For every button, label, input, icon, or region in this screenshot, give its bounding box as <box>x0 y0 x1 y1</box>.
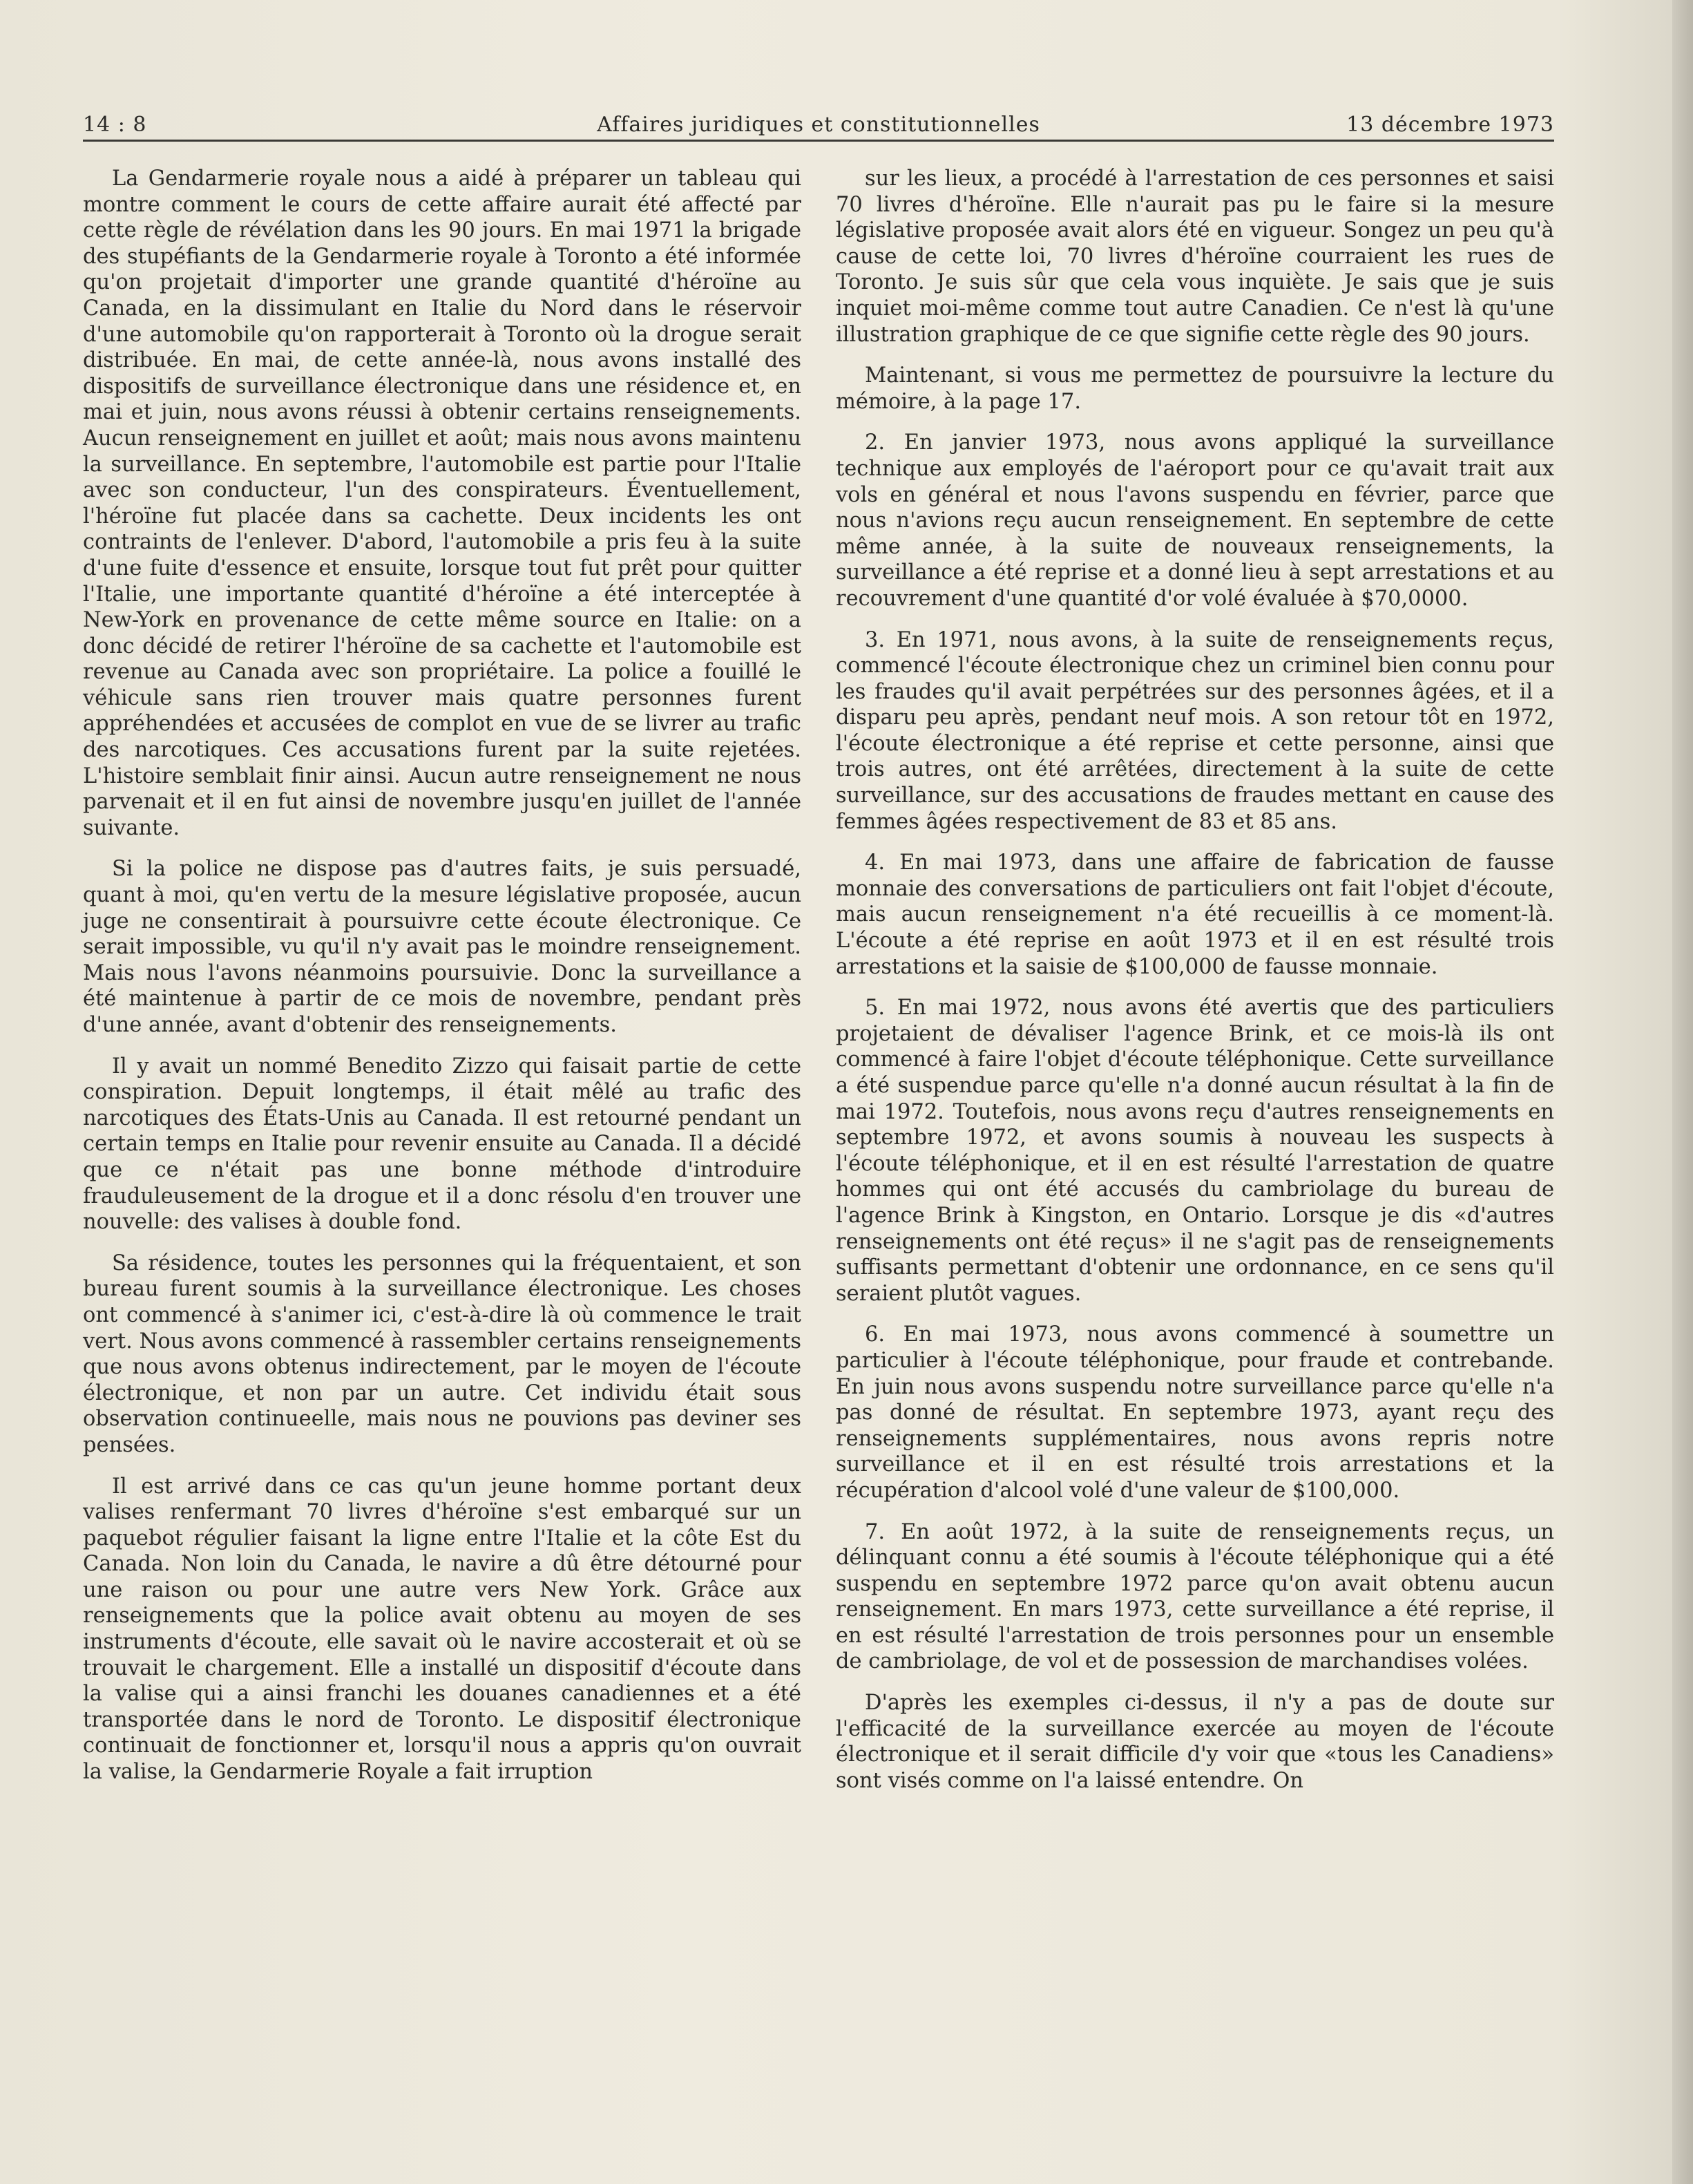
paragraph: 5. En mai 1972, nous avons été avertis que des particuliers projetaient de dévaliser l'agence Brink, et ce mois-là ils ont commencé à faire l'objet d'écoute téléphonique. Cette surveillance a été suspendue parce qu'elle n'a donné aucun résultat à la fin de mai 1972. Toutefois, nous avons reçu d'autres renseignements en septembre 1972, et avons soumis à nouveau les suspects à l'écoute téléphonique, et il en est résulté l'arrestation de quatre hommes qui ont été accusés du cambriolage du bureau de l'agence Brink à Kingston, en Ontario. Lorsque je dis «d'autres renseignements ont été reçus» il ne s'agit pas de renseignements suffisants permettant d'obtenir une ordonnance, en ce sens qu'il seraient plutôt vagues. <box>836 996 1554 1306</box>
paragraph: La Gendarmerie royale nous a aidé à préparer un tableau qui montre comment le cours de cette affaire aurait été affecté par cette règle de révélation dans les 90 jours. En mai 1971 la brigade des stupéfiants de la Gendarmerie royale à Toronto a été informée qu'on projetait d'importer une grande quantité d'héroïne au Canada, en la dissimulant en Italie du Nord dans le réservoir d'une automobile qu'on rapporterait à Toronto où la drogue serait distribuée. En mai, de cette année-là, nous avons installé des dispositifs de surveillance électronique dans une résidence et, en mai et juin, nous avons réussi à obtenir certains renseignements. Aucun renseignement en juillet et août; mais nous avons maintenu la surveillance. En septembre, l'automobile est partie pour l'Italie avec son conducteur, l'un des conspirateurs. Éventuellement, l'héroïne fut placée dans sa cachette. Deux incidents les ont contraints de l'enlever. D'abord, l'automobile a pris feu à la suite d'une fuite d'essence et ensuite, lorsque tout fut prêt pour quitter l'Italie, une importante quantité d'héroïne a été interceptée à New-York en provenance de cette même source en Italie: on a donc décidé de retirer l'héroïne de sa cachette et l'automobile est revenue au Canada avec son propriétaire. La police a fouillé le véhicule sans rien trouver mais quatre personnes furent appréhendées et accusées de complot en vue de se livrer au trafic des narcotiques. Ces accusations furent par la suite rejetées. L'histoire semblait finir ainsi. Aucun autre renseignement ne nous parvenait et il en fut ainsi de novembre jusqu'en juillet de l'année suivante. <box>83 167 801 840</box>
paragraph: Si la police ne dispose pas d'autres faits, je suis persuadé, quant à moi, qu'en vertu de la mesure législative proposée, aucun juge ne consentirait à poursuivre cette écoute électronique. Ce serait impossible, vu qu'il n'y avait pas le moindre renseignement. Mais nous l'avons néanmoins poursuivie. Donc la surveillance a été maintenue à partir de ce mois de novembre, pendant près d'une année, avant d'obtenir des renseignements. <box>83 857 801 1037</box>
paragraph: 2. En janvier 1973, nous avons appliqué la surveillance technique aux employés de l'aéroport pour ce qu'avait trait aux vols en général et nous l'avons suspendu en février, parce que nous n'avions reçu aucun renseignement. En septembre de cette même année, à la suite de nouveaux renseignements, la surveillance a été reprise et a donné lieu à sept arrestations et au recouvrement d'une quantité d'or volé évaluée à $70,0000. <box>836 430 1554 611</box>
running-header <box>83 104 1554 142</box>
header-date: 13 décembre 1973 <box>1346 113 1554 137</box>
paragraph: Il y avait un nommé Benedito Zizzo qui faisait partie de cette conspiration. Depuit longtemps, il était mêlé au trafic des narcotiques des États-Unis au Canada. Il est retourné pendant un certain temps en Italie pour revenir ensuite au Canada. Il a décidé que ce n'était pas une bonne méthode d'introduire frauduleusement de la drogue et il a donc résolu d'en trouver une nouvelle: des valises à double fond. <box>83 1054 801 1235</box>
paragraph: Maintenant, si vous me permettez de poursuivre la lecture du mémoire, à la page 17. <box>836 363 1554 414</box>
paragraph: sur les lieux, a procédé à l'arrestation de ces personnes et saisi 70 livres d'héroïne. Elle n'aurait pas pu le faire si la mesure législative proposée avait alors été en vigueur. Songez un peu qu'à cause de cette loi, 70 livres d'héroïne courraient les rues de Toronto. Je suis sûr que cela vous inquiète. Je sais que je suis inquiet moi-même comme tout autre Canadien. Ce n'est là qu'une illustration graphique de ce que signifie cette règle des 90 jours. <box>836 167 1554 347</box>
paragraph: 7. En août 1972, à la suite de renseignements reçus, un délinquant connu a été soumis à l'écoute téléphonique qui a été suspendu en septembre 1972 parce qu'on avait obtenu aucun renseignement. En mars 1973, cette surveillance a été reprise, il en est résulté l'arrestation de trois personnes pour un ensemble de cambriolage, de vol et de possession de marchandises volées. <box>836 1519 1554 1674</box>
page-binding-edge <box>1672 0 1693 2184</box>
paragraph: Sa résidence, toutes les personnes qui la fréquentaient, et son bureau furent soumis à la surveillance électronique. Les choses ont commencé à s'animer ici, c'est-à-dire là où commence le trait vert. Nous avons commencé à rassembler certains renseignements que nous avons obtenus indirectement, par le moyen de l'écoute électronique, et non par un autre. Cet individu était sous observation continueelle, mais nous ne pouvions pas deviner ses pensées. <box>83 1251 801 1457</box>
paragraph: D'après les exemples ci-dessus, il n'y a pas de doute sur l'efficacité de la surveillance exercée au moyen de l'écoute électronique et il serait difficile d'y voir que «tous les Canadiens» sont visés comme on l'a laissé entendre. On <box>836 1691 1554 1793</box>
paragraph: 6. En mai 1973, nous avons commencé à soumettre un particulier à l'écoute téléphonique, pour fraude et contrebande. En juin nous avons suspendu notre surveillance parce qu'elle n'a pas donné de résultat. En septembre 1973, ayant reçu des renseignements supplémentaires, nous avons repris notre surveillance et il en est résulté trois arrestations et la récupération d'alcool volé d'une valeur de $100,000. <box>836 1322 1554 1503</box>
paragraph: 4. En mai 1973, dans une affaire de fabrication de fausse monnaie des conversations de particuliers ont fait l'objet d'écoute, mais aucun renseignement n'a été recueillis à ce moment-là. L'écoute a été reprise en août 1973 et il en est résulté trois arrestations et la saisie de $100,000 de fausse monnaie. <box>836 851 1554 979</box>
paragraph: 3. En 1971, nous avons, à la suite de renseignements reçus, commencé l'écoute électronique chez un criminel bien connu pour les fraudes qu'il avait perpétrées sur des personnes âgées, et il a disparu peu après, pendant neuf mois. A son retour tôt en 1972, l'écoute électronique a été reprise et cette personne, ainsi que trois autres, ont été arrêtées, directement à la suite de cette surveillance, sur des accusations de fraudes mettant en cause des femmes âgées respectivement de 83 et 85 ans. <box>836 627 1554 834</box>
right-column <box>836 166 1554 1809</box>
paragraph: Il est arrivé dans ce cas qu'un jeune homme portant deux valises renfermant 70 livres d'héroïne s'est embarqué sur un paquebot régulier faisant la ligne entre l'Italie et la côte Est du Canada. Non loin du Canada, le navire a dû être détourné pour une raison ou pour une autre vers New York. Grâce aux renseignements que la police avait obtenu au moyen de ses instruments d'écoute, elle savait où le navire accosterait et où se trouvait le chargement. Elle a installé un dispositif d'écoute dans la valise qui a ainsi franchi les douanes canadiennes et a été transportée dans le nord de Toronto. Le dispositif électronique continuait de fonctionner et, lorsqu'il nous a appris qu'on ouvrait la valise, la Gendarmerie Royale a fait irruption <box>83 1474 801 1785</box>
page-folio: 14 : 8 <box>83 113 147 137</box>
running-title: Affaires juridiques et constitutionnelles <box>597 113 1040 137</box>
left-column <box>83 166 801 1801</box>
